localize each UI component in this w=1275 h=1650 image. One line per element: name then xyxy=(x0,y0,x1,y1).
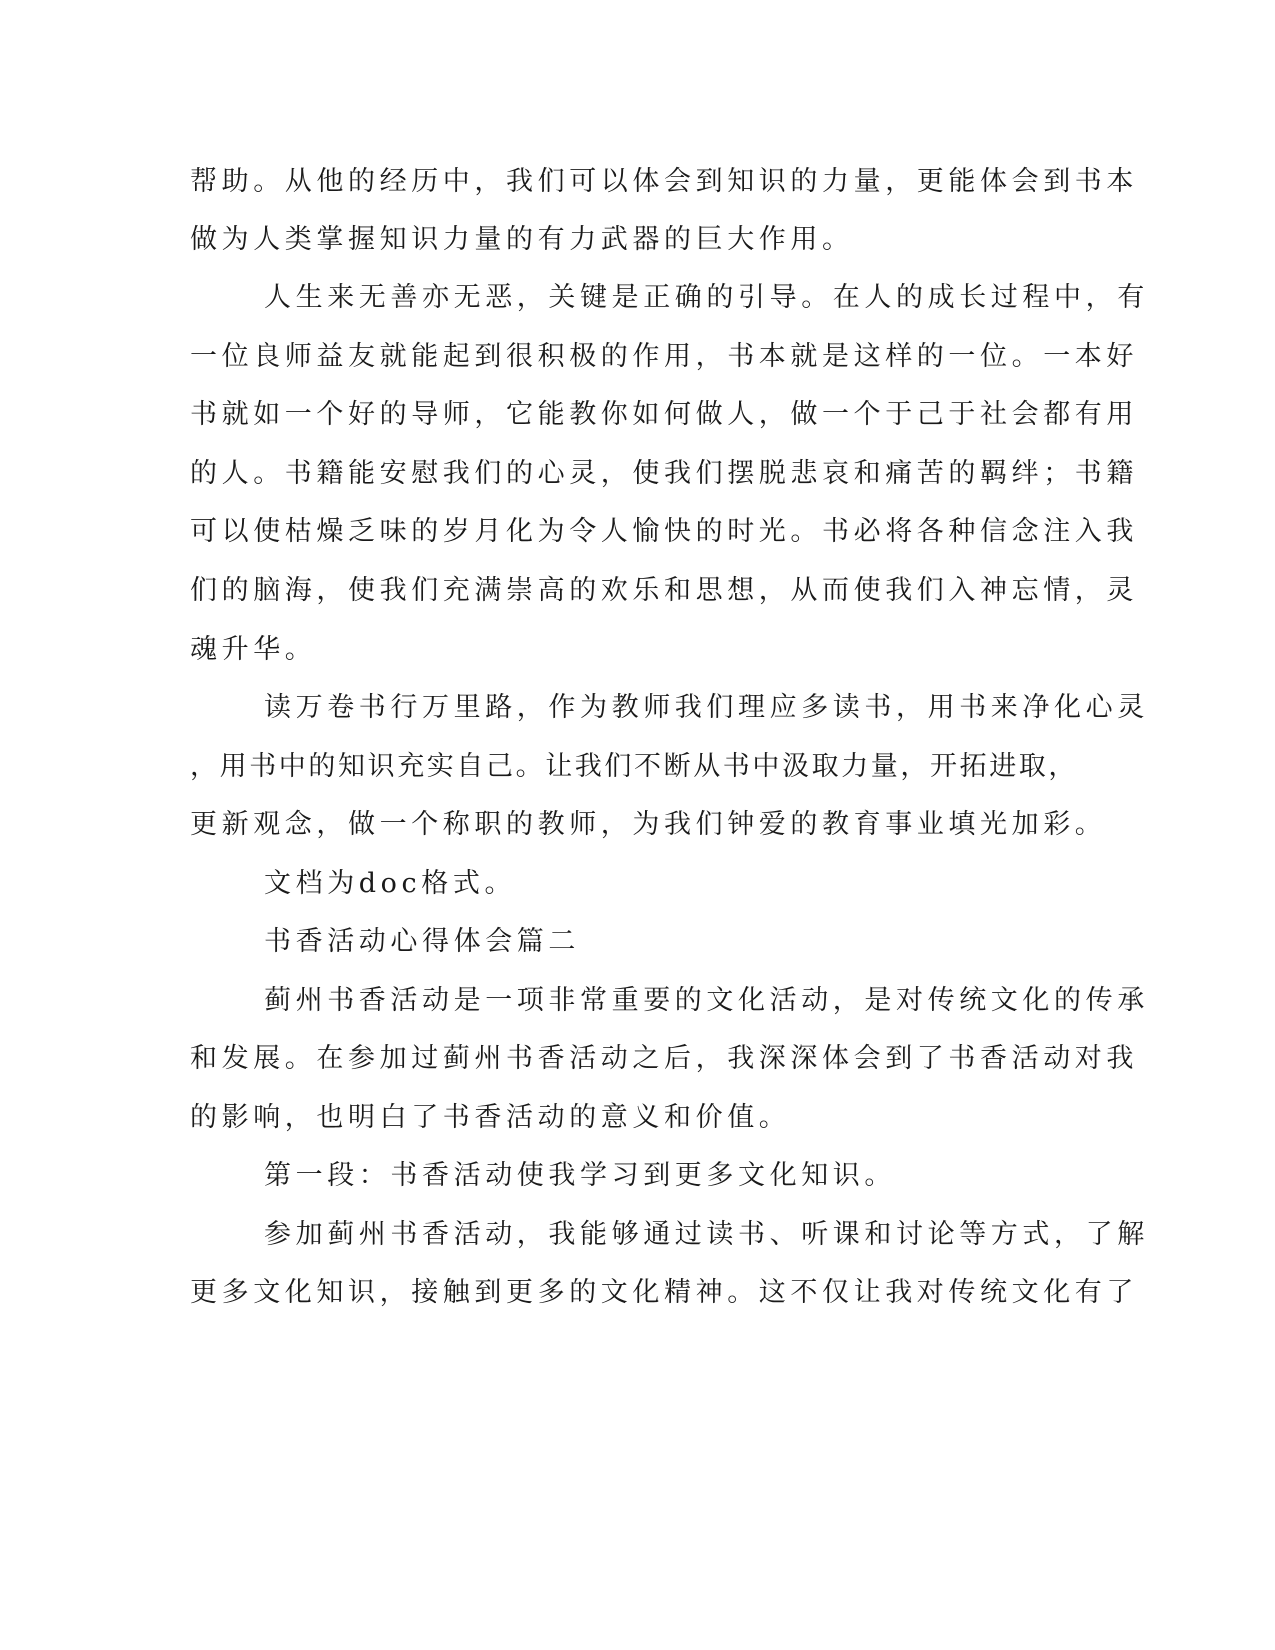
text-line: 更新观念，做一个称职的教师，为我们钟爱的教育事业填光加彩。 xyxy=(190,809,1107,840)
paragraph-start: 读万卷书行万里路，作为教师我们理应多读书，用书来净化心灵 xyxy=(264,692,1149,723)
text-line: 魂升华。 xyxy=(190,634,317,665)
paragraph-start: 蓟州书香活动是一项非常重要的文化活动，是对传统文化的传承 xyxy=(264,985,1149,1016)
text-line: 的人。书籍能安慰我们的心灵，使我们摆脱悲哀和痛苦的羁绊；书籍 xyxy=(190,458,1138,489)
text-line: 的影响，也明白了书香活动的意义和价值。 xyxy=(190,1102,791,1133)
text-line: 一位良师益友就能起到很积极的作用，书本就是这样的一位。一本好 xyxy=(190,341,1138,372)
text-line: 做为人类掌握知识力量的有力武器的巨大作用。 xyxy=(190,224,854,255)
paragraph-start: 文档为doc格式。 xyxy=(264,868,517,899)
text-line: 和发展。在参加过蓟州书香活动之后，我深深体会到了书香活动对我 xyxy=(190,1043,1138,1074)
text-line: 帮助。从他的经历中，我们可以体会到知识的力量，更能体会到书本 xyxy=(190,166,1138,197)
text-line: 更多文化知识，接触到更多的文化精神。这不仅让我对传统文化有了 xyxy=(190,1277,1138,1308)
subsection-heading: 第一段：书香活动使我学习到更多文化知识。 xyxy=(264,1160,896,1191)
paragraph-start: 人生来无善亦无恶，关键是正确的引导。在人的成长过程中，有 xyxy=(264,282,1149,313)
text-line: 们的脑海，使我们充满崇高的欢乐和思想，从而使我们入神忘情，灵 xyxy=(190,575,1138,606)
paragraph-start: 参加蓟州书香活动，我能够通过读书、听课和讨论等方式，了解 xyxy=(264,1219,1149,1250)
section-heading: 书香活动心得体会篇二 xyxy=(264,926,580,957)
text-line: ，用书中的知识充实自己。让我们不断从书中汲取力量，开拓进取， xyxy=(190,751,1078,782)
text-line: 可以使枯燥乏味的岁月化为令人愉快的时光。书必将各种信念注入我 xyxy=(190,516,1138,547)
text-line: 书就如一个好的导师，它能教你如何做人，做一个于己于社会都有用 xyxy=(190,399,1138,430)
